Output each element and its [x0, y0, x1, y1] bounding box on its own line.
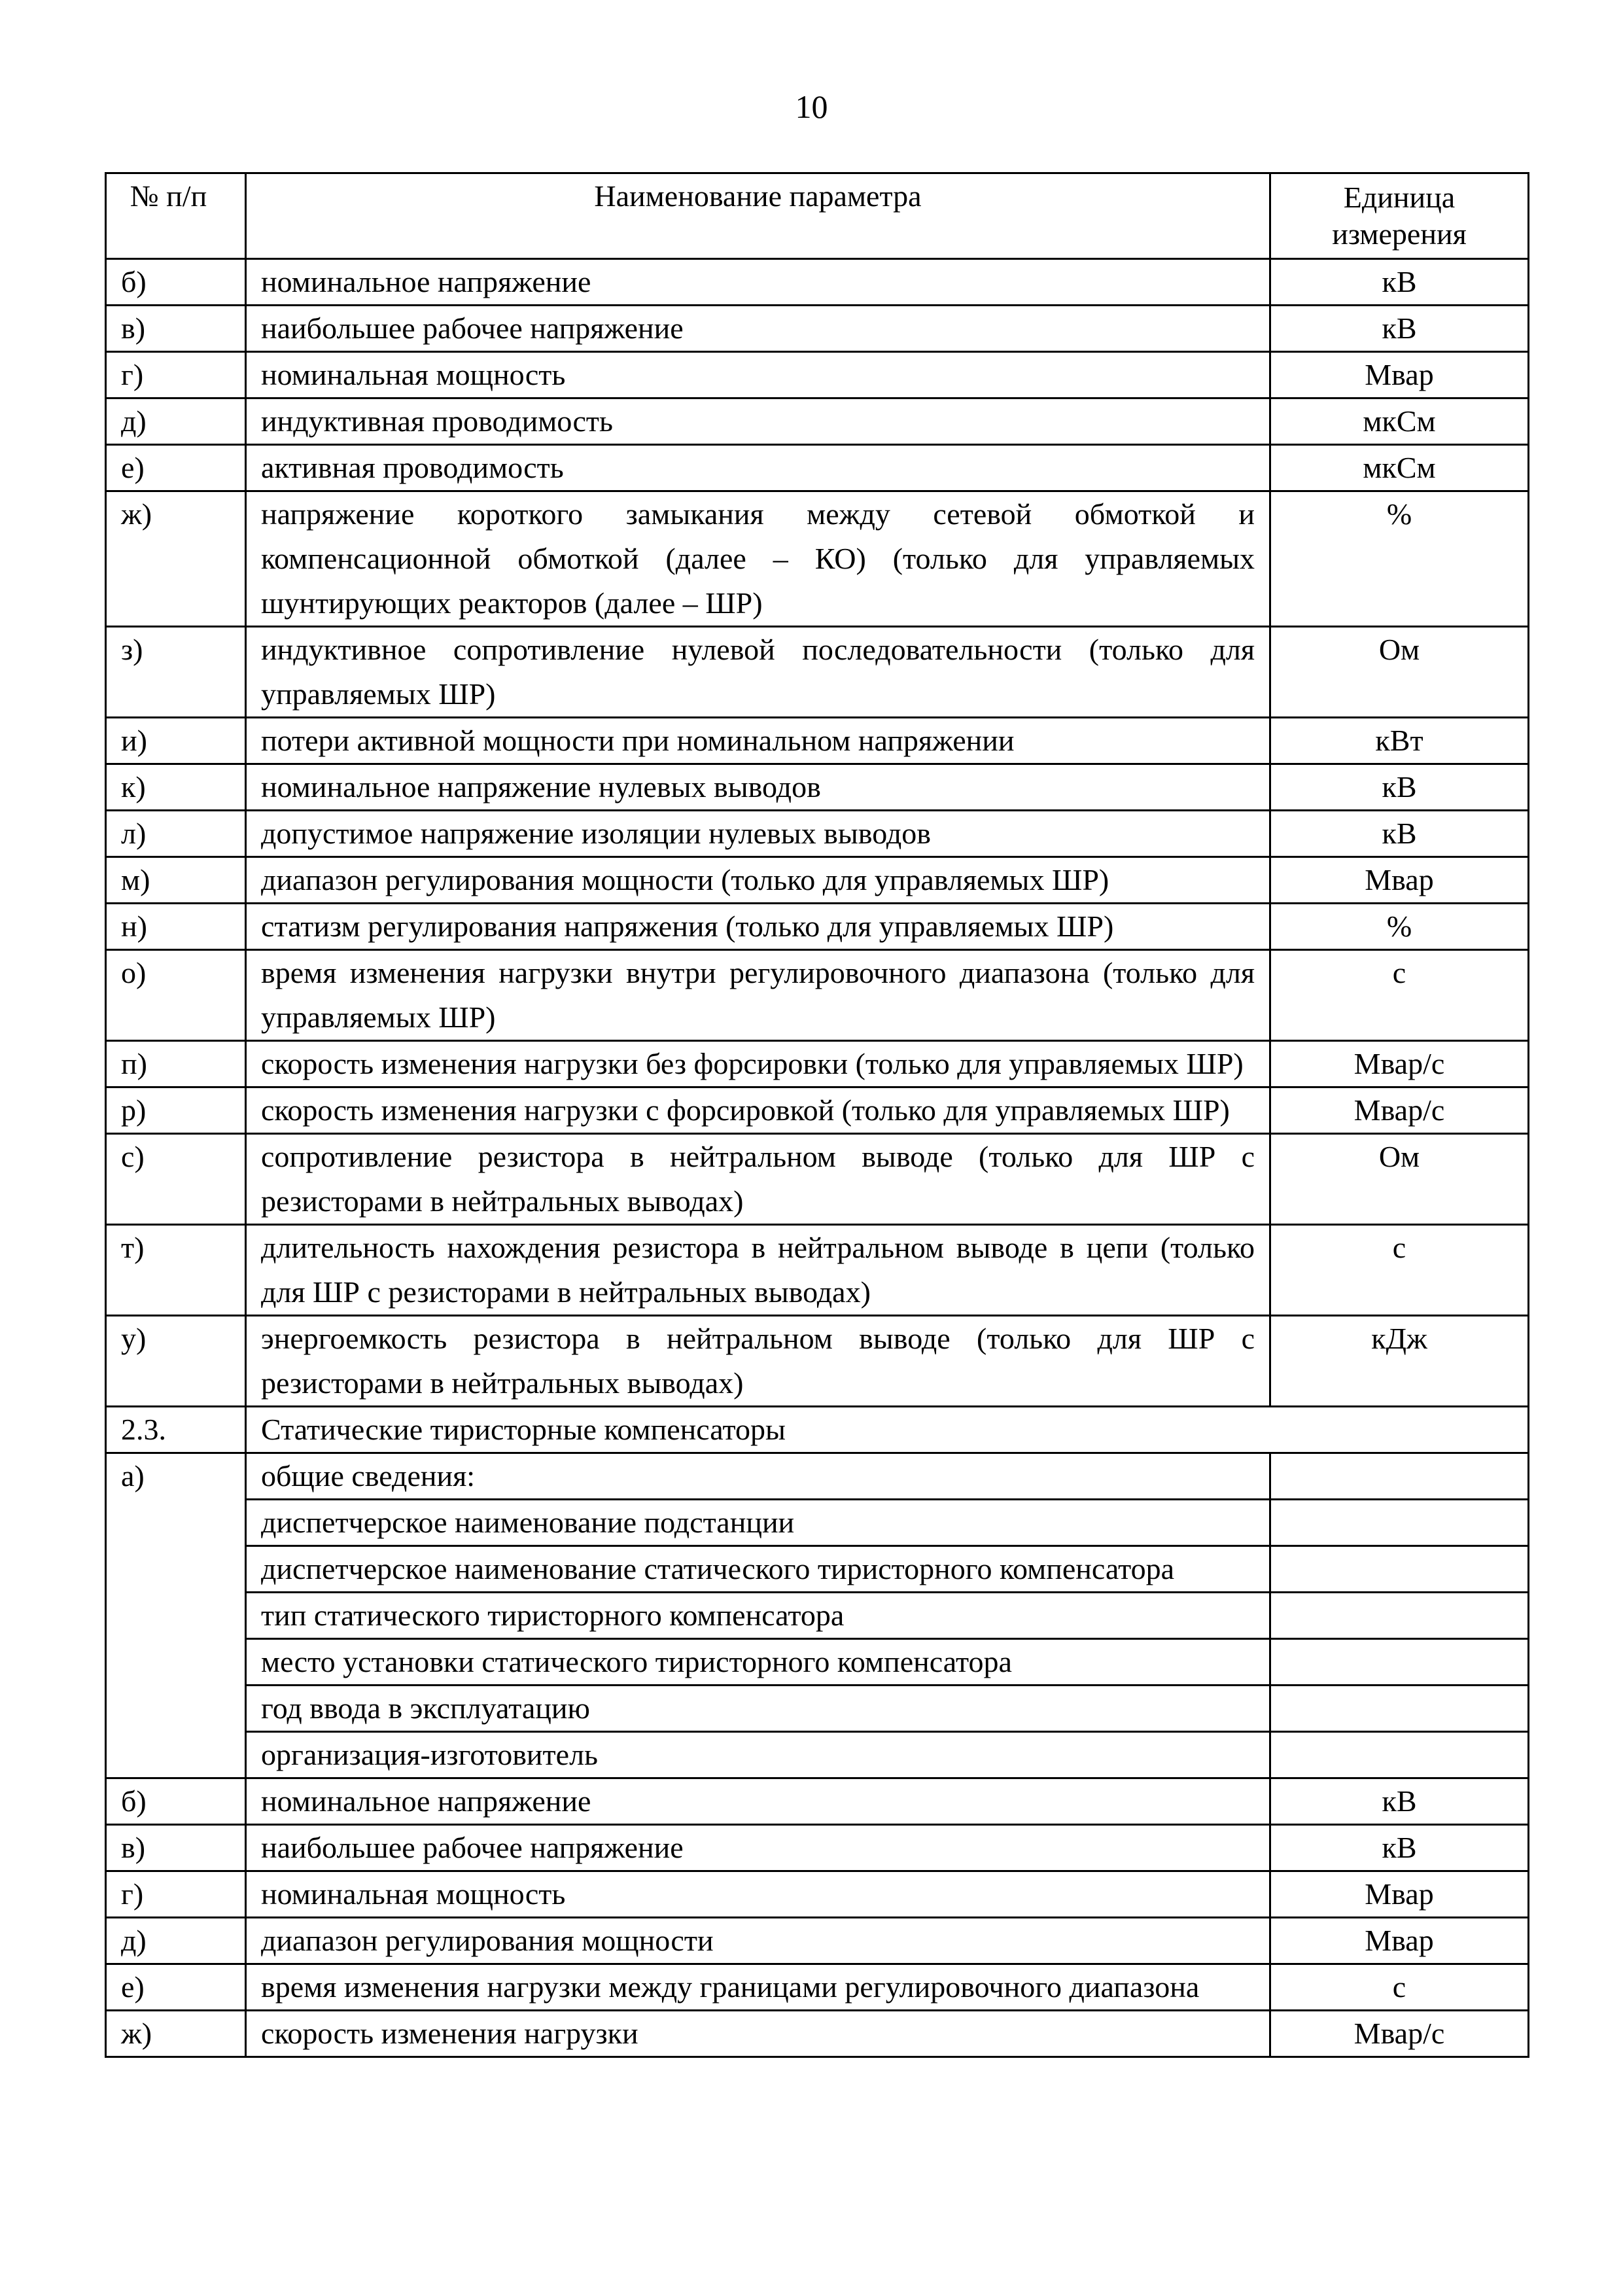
row-number: у): [106, 1316, 246, 1407]
group-item-name: организация-изготовитель: [246, 1732, 1270, 1778]
row-number: е): [106, 1964, 246, 2011]
header-unit: Единица измерения: [1270, 173, 1529, 259]
group-row: [106, 1593, 1529, 1639]
header-num: № п/п: [106, 173, 246, 259]
parameter-name: индуктивная проводимость: [246, 398, 1270, 445]
table-row: [106, 445, 1529, 491]
parameter-name: время изменения нагрузки между границами регулировочного диапазона: [246, 1964, 1270, 2011]
unit-of-measure: кВ: [1270, 764, 1529, 811]
unit-of-measure: мкСм: [1270, 445, 1529, 491]
row-number: г): [106, 1871, 246, 1918]
row-number: с): [106, 1134, 246, 1225]
table-header-row: [106, 173, 1529, 259]
parameter-name: наибольшее рабочее напряжение: [246, 306, 1270, 352]
parameter-name: статизм регулирования напряжения (только для управляемых ШР): [246, 904, 1270, 950]
group-row: [106, 1453, 1529, 1500]
group-item-name: место установки статического тиристорного компенсатора: [246, 1639, 1270, 1686]
group-item-name: общие сведения:: [246, 1453, 1270, 1500]
group-item-unit: [1270, 1639, 1529, 1686]
group-item-unit: [1270, 1686, 1529, 1732]
parameter-name: время изменения нагрузки внутри регулировочного диапазона (только для управляемых ШР): [246, 950, 1270, 1041]
parameter-name: диапазон регулирования мощности: [246, 1918, 1270, 1964]
parameter-name: скорость изменения нагрузки с форсировкой (только для управляемых ШР): [246, 1087, 1270, 1134]
unit-of-measure: Мвар/с: [1270, 2011, 1529, 2057]
table-row: [106, 1134, 1529, 1225]
parameter-name: номинальная мощность: [246, 1871, 1270, 1918]
table-row: [106, 1825, 1529, 1871]
table-row: [106, 718, 1529, 764]
unit-of-measure: кВ: [1270, 306, 1529, 352]
parameter-name: наибольшее рабочее напряжение: [246, 1825, 1270, 1871]
row-number: и): [106, 718, 246, 764]
group-item-name: тип статического тиристорного компенсатора: [246, 1593, 1270, 1639]
unit-of-measure: Мвар/с: [1270, 1087, 1529, 1134]
parameter-name: сопротивление резистора в нейтральном выводе (только для ШР с резисторами в нейтральных выводах): [246, 1134, 1270, 1225]
unit-of-measure: кВ: [1270, 811, 1529, 857]
section-number: 2.3.: [106, 1407, 246, 1453]
row-number: з): [106, 627, 246, 718]
group-item-unit: [1270, 1453, 1529, 1500]
row-number: ж): [106, 2011, 246, 2057]
page-number: 10: [795, 88, 828, 125]
group-number: а): [106, 1453, 246, 1778]
unit-of-measure: кДж: [1270, 1316, 1529, 1407]
row-number: т): [106, 1225, 246, 1316]
parameter-name: индуктивное сопротивление нулевой последовательности (только для управляемых ШР): [246, 627, 1270, 718]
group-item-name: год ввода в эксплуатацию: [246, 1686, 1270, 1732]
row-number: к): [106, 764, 246, 811]
group-row: [106, 1686, 1529, 1732]
table-row: [106, 1041, 1529, 1087]
unit-of-measure: Мвар: [1270, 1918, 1529, 1964]
table-row: [106, 1918, 1529, 1964]
unit-of-measure: %: [1270, 904, 1529, 950]
group-row: [106, 1546, 1529, 1593]
unit-of-measure: Ом: [1270, 627, 1529, 718]
table-row: [106, 352, 1529, 398]
unit-of-measure: Мвар: [1270, 352, 1529, 398]
parameter-name: скорость изменения нагрузки без форсировки (только для управляемых ШР): [246, 1041, 1270, 1087]
unit-of-measure: с: [1270, 1225, 1529, 1316]
group-row: [106, 1639, 1529, 1686]
unit-of-measure: Мвар: [1270, 857, 1529, 904]
row-number: о): [106, 950, 246, 1041]
parameter-name: скорость изменения нагрузки: [246, 2011, 1270, 2057]
parameter-name: напряжение короткого замыкания между сетевой обмоткой и компенсационной обмоткой (далее – КО) (только для управляемых шунтирующих реакторов (далее – ШР): [246, 491, 1270, 627]
table-row: [106, 1225, 1529, 1316]
unit-of-measure: кВт: [1270, 718, 1529, 764]
group-item-unit: [1270, 1500, 1529, 1546]
row-number: р): [106, 1087, 246, 1134]
unit-of-measure: кВ: [1270, 1825, 1529, 1871]
group-item-name: диспетчерское наименование подстанции: [246, 1500, 1270, 1546]
row-number: п): [106, 1041, 246, 1087]
row-number: д): [106, 398, 246, 445]
group-item-name: диспетчерское наименование статического тиристорного компенсатора: [246, 1546, 1270, 1593]
parameter-name: номинальное напряжение нулевых выводов: [246, 764, 1270, 811]
row-number: в): [106, 306, 246, 352]
table-row: [106, 1871, 1529, 1918]
table-row: [106, 1964, 1529, 2011]
unit-of-measure: с: [1270, 1964, 1529, 2011]
parameter-name: активная проводимость: [246, 445, 1270, 491]
unit-of-measure: %: [1270, 491, 1529, 627]
row-number: л): [106, 811, 246, 857]
row-number: м): [106, 857, 246, 904]
table-row: [106, 1316, 1529, 1407]
group-item-unit: [1270, 1732, 1529, 1778]
group-item-unit: [1270, 1546, 1529, 1593]
parameter-name: диапазон регулирования мощности (только для управляемых ШР): [246, 857, 1270, 904]
section-title: Статические тиристорные компенсаторы: [246, 1407, 1529, 1453]
table-row: [106, 398, 1529, 445]
section-row: [106, 1407, 1529, 1453]
unit-of-measure: Ом: [1270, 1134, 1529, 1225]
parameter-name: номинальное напряжение: [246, 1778, 1270, 1825]
table-row: [106, 904, 1529, 950]
row-number: ж): [106, 491, 246, 627]
table-row: [106, 306, 1529, 352]
table-row: [106, 950, 1529, 1041]
group-item-unit: [1270, 1593, 1529, 1639]
parameter-name: номинальная мощность: [246, 352, 1270, 398]
table-row: [106, 491, 1529, 627]
table-row: [106, 764, 1529, 811]
group-row: [106, 1732, 1529, 1778]
unit-of-measure: кВ: [1270, 259, 1529, 306]
table-row: [106, 259, 1529, 306]
parameter-name: номинальное напряжение: [246, 259, 1270, 306]
header-name: Наименование параметра: [246, 173, 1270, 259]
table-row: [106, 1087, 1529, 1134]
group-row: [106, 1500, 1529, 1546]
row-number: г): [106, 352, 246, 398]
parameters-table: [105, 172, 1529, 2058]
table-row: [106, 2011, 1529, 2057]
table-row: [106, 627, 1529, 718]
parameter-name: длительность нахождения резистора в нейтральном выводе в цепи (только для ШР с резисторами в нейтральных выводах): [246, 1225, 1270, 1316]
table-row: [106, 811, 1529, 857]
parameter-name: допустимое напряжение изоляции нулевых выводов: [246, 811, 1270, 857]
unit-of-measure: мкСм: [1270, 398, 1529, 445]
row-number: д): [106, 1918, 246, 1964]
row-number: е): [106, 445, 246, 491]
row-number: н): [106, 904, 246, 950]
unit-of-measure: Мвар: [1270, 1871, 1529, 1918]
unit-of-measure: с: [1270, 950, 1529, 1041]
parameter-name: энергоемкость резистора в нейтральном выводе (только для ШР с резисторами в нейтральных выводах): [246, 1316, 1270, 1407]
table-row: [106, 857, 1529, 904]
unit-of-measure: Мвар/с: [1270, 1041, 1529, 1087]
parameter-name: потери активной мощности при номинальном напряжении: [246, 718, 1270, 764]
row-number: б): [106, 259, 246, 306]
table-row: [106, 1778, 1529, 1825]
row-number: б): [106, 1778, 246, 1825]
unit-of-measure: кВ: [1270, 1778, 1529, 1825]
row-number: в): [106, 1825, 246, 1871]
